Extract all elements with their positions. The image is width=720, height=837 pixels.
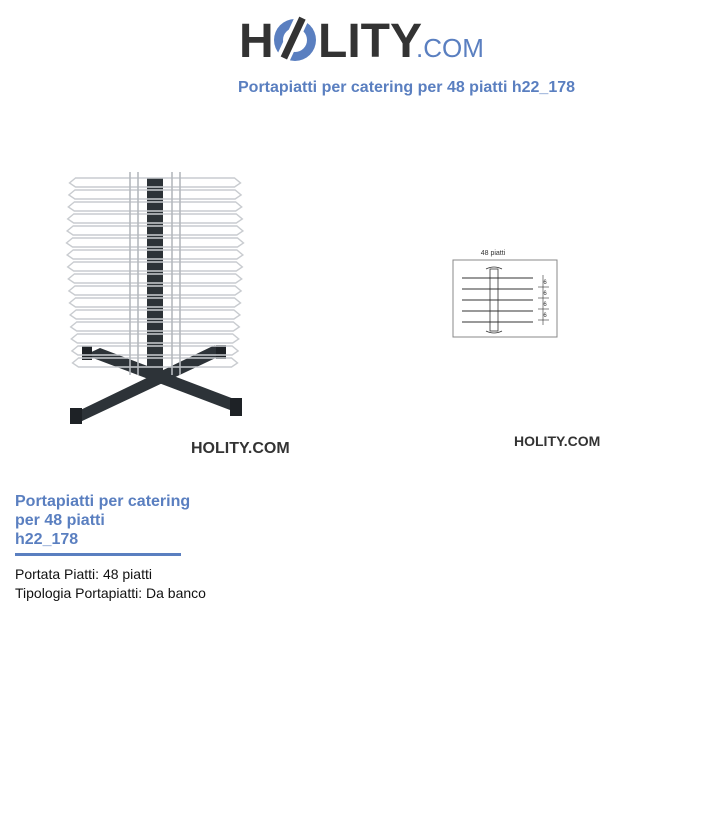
product-name-line: per 48 piatti xyxy=(15,512,105,529)
logo-letters-lity: LITY xyxy=(318,15,422,68)
logo-letter-h: H xyxy=(239,15,274,68)
rack-column xyxy=(147,178,163,383)
rack-foot-cap xyxy=(70,408,82,424)
logo-o-icon xyxy=(274,14,316,62)
divider xyxy=(15,553,181,556)
logo-suffix: .COM xyxy=(416,33,484,63)
spec-list xyxy=(15,565,206,603)
diagram-dimension-label: 6 xyxy=(543,313,547,319)
diagram-watermark-text: HOLITY.COM xyxy=(514,433,601,449)
product-name xyxy=(15,492,205,549)
diagram-caption: 48 piatti xyxy=(480,250,506,257)
site-logo[interactable] xyxy=(239,8,489,70)
diagram-dimension-label: 6 xyxy=(543,280,547,286)
spec-label: Portata Piatti xyxy=(15,566,96,582)
diagram-dimension-label: 6 xyxy=(543,291,547,297)
spec-row: Portata Piatti: 48 piatti xyxy=(15,566,152,582)
product-name-line: h22_178 xyxy=(15,531,79,548)
rack-foot-cap xyxy=(216,345,226,359)
photo-watermark xyxy=(191,436,291,458)
spec-label: Tipologia Portapiatti xyxy=(15,585,139,601)
rack-foot-cap xyxy=(230,398,242,416)
spec-row: Tipologia Portapiatti: Da banco xyxy=(15,585,206,601)
product-diagram[interactable] xyxy=(450,245,562,345)
diagram-frame xyxy=(453,260,557,337)
product-name-line: Portapiatti per catering xyxy=(15,493,191,510)
diagram-dimension-label: 6 xyxy=(543,302,547,308)
spec-value: Da banco xyxy=(146,585,206,601)
spec-value: 48 piatti xyxy=(102,566,152,582)
photo-watermark-text: HOLITY.COM xyxy=(191,440,290,457)
diagram-watermark xyxy=(514,431,602,451)
page-title: Portapiatti per catering per 48 piatti h22_178 xyxy=(238,79,576,96)
product-photo[interactable] xyxy=(30,160,310,460)
